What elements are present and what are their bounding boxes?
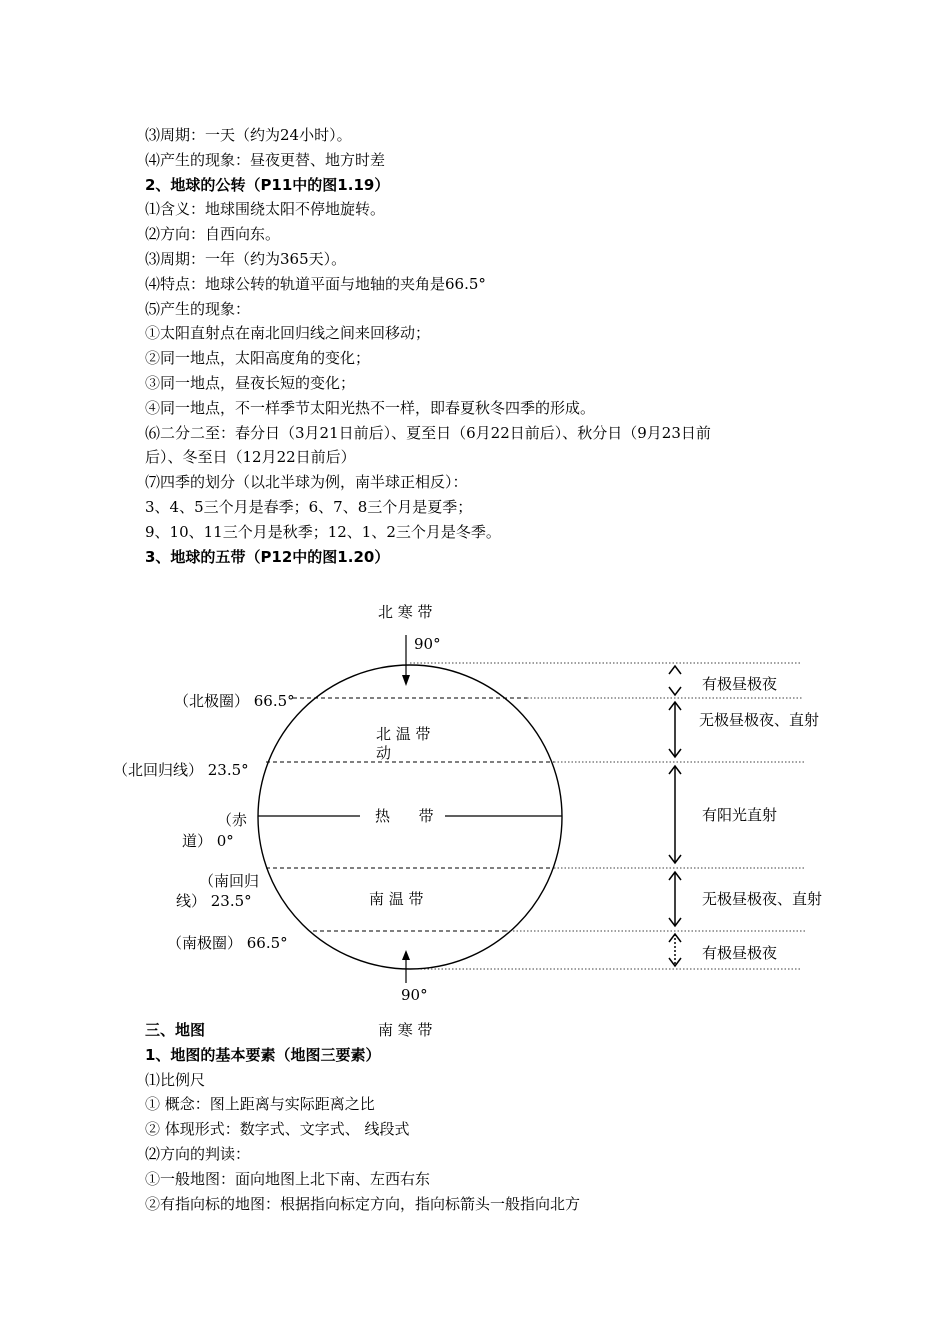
text-line: ⑷特点：地球公转的轨道平面与地轴的夹角是66.5° [145, 274, 486, 293]
no-polar-south-label: 无极昼极夜、直射 [702, 890, 823, 908]
equator-label-2: 道） 0° [182, 832, 234, 850]
direct-sun-label: 有阳光直射 [702, 806, 778, 824]
text-line: ⑵方向：自西向东。 [145, 225, 281, 244]
bracket-south-polar [669, 934, 681, 966]
north-frigid-label: 北 寒 带 [378, 603, 433, 621]
section-heading: 2、地球的公转（P11中的图1.19） [145, 175, 390, 194]
text-line: ⑷产生的现象：昼夜更替、地方时差 [145, 150, 386, 169]
text-line: ⑺四季的划分（以北半球为例，南半球正相反）： [145, 473, 468, 492]
text-line: ⑶周期：一年（约为365天）。 [145, 249, 347, 268]
tropic-cancer-label: （北回归线） 23.5° [113, 761, 249, 779]
bracket-north-polar [669, 666, 681, 695]
north-temperate-label-2: 动 [376, 744, 392, 762]
polar-day-night-south-label: 有极昼极夜 [702, 944, 778, 962]
text-line: ②有指向标的地图：根据指向标定方向，指向标箭头一般指向北方 [145, 1194, 581, 1213]
bracket-tropical [669, 766, 681, 863]
equator-label-1: （赤 [217, 811, 248, 829]
no-polar-north-label: 无极昼极夜、直射 [699, 711, 820, 729]
text-line: ⑸产生的现象： [145, 299, 251, 318]
text-line: ① 概念：图上距离与实际距离之比 [145, 1095, 375, 1114]
text-line: ①太阳直射点在南北回归线之间来回移动； [145, 324, 431, 343]
south-temperate-label: 南 温 带 [369, 890, 424, 908]
section-heading: 1、地图的基本要素（地图三要素） [145, 1045, 381, 1064]
text-line: ⑹二分二至：春分日（3月21日前后）、夏至日（6月22日前后）、秋分日（9月23日前 [145, 423, 711, 442]
text-line: ④同一地点，不一样季节太阳光热不一样，即春夏秋冬四季的形成。 [145, 398, 596, 417]
text-line: 后）、冬至日（12月22日前后） [145, 448, 356, 467]
tropical-zone-label: 热 带 [375, 807, 434, 825]
text-line: ② 体现形式：数字式、文字式、 线段式 [145, 1120, 410, 1139]
section-heading: 3、地球的五带（P12中的图1.20） [145, 547, 390, 566]
text-line: ①一般地图：面向地图上北下南、左西右东 [145, 1169, 431, 1188]
text-line: ⑴比例尺 [145, 1070, 206, 1089]
tropic-capricorn-label-2: 线） 23.5° [176, 892, 252, 910]
text-line: ⑵方向的判读： [145, 1144, 251, 1163]
tropic-capricorn-label-1: （南回归 [199, 872, 260, 890]
south-pole-degree: 90° [401, 986, 428, 1004]
south-frigid-label: 南 寒 带 [378, 1021, 433, 1039]
north-temperate-label: 北 温 带 [376, 725, 431, 743]
arctic-circle-label: （北极圈） 66.5° [174, 692, 295, 710]
text-line: ②同一地点，太阳高度角的变化； [145, 349, 371, 368]
section-heading: 三、地图 [145, 1021, 206, 1039]
text-line: ⑶周期：一天（约为24小时）。 [145, 126, 352, 144]
text-line: ③同一地点，昼夜长短的变化； [145, 373, 356, 392]
antarctic-circle-label: （南极圈） 66.5° [167, 934, 288, 952]
north-pole-arrowhead [402, 675, 410, 686]
bottom-text [145, 1018, 845, 1216]
text-line: 3、4、5三个月是春季；6、7、8三个月是夏季； [145, 497, 473, 516]
polar-day-night-north-label: 有极昼极夜 [702, 675, 778, 693]
north-pole-degree: 90° [414, 635, 441, 653]
bracket-south-temperate [669, 872, 681, 926]
bracket-north-temperate [669, 702, 681, 757]
text-line: 9、10、11三个月是秋季；12、1、2三个月是冬季。 [145, 522, 501, 541]
text-line: ⑴含义：地球围绕太阳不停地旋转。 [145, 200, 386, 219]
south-pole-arrowhead [402, 950, 410, 960]
